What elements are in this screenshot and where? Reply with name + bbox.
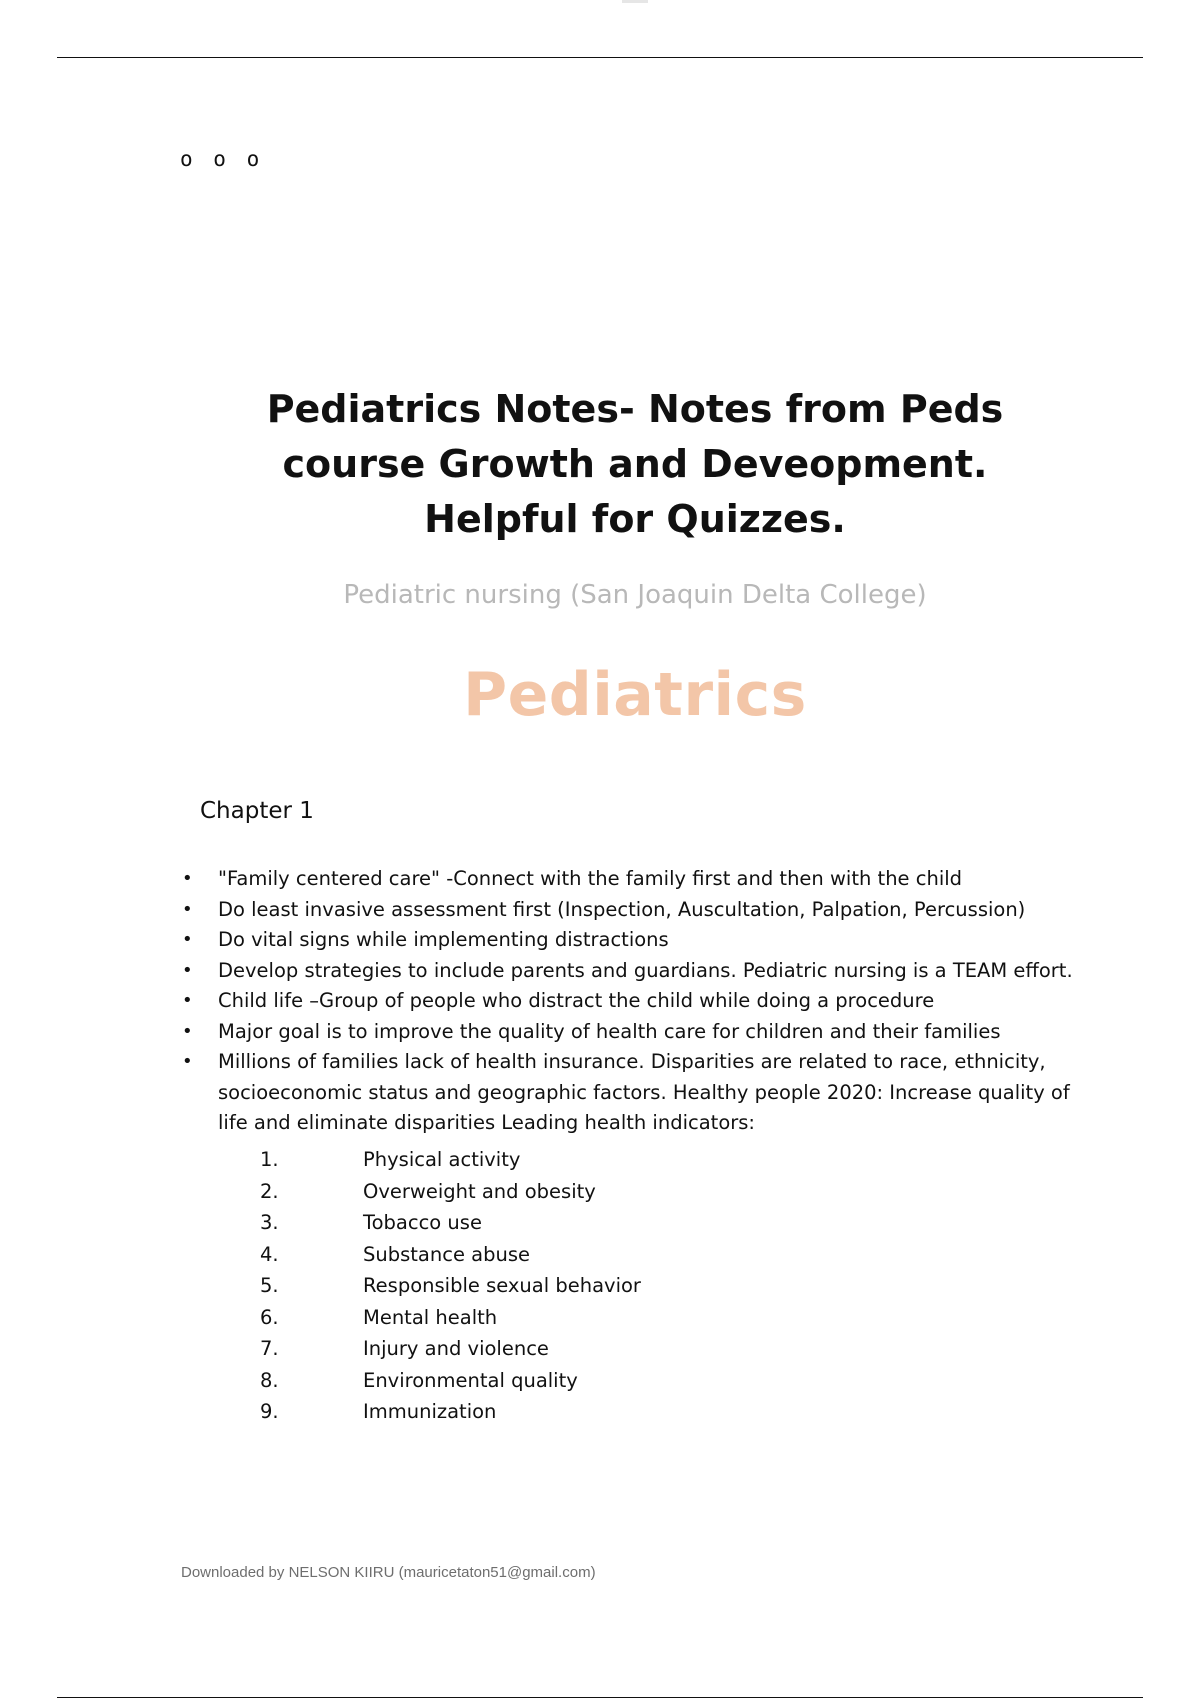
document-subtitle: Pediatric nursing (San Joaquin Delta College) — [343, 580, 927, 610]
health-indicators-list — [260, 1144, 641, 1428]
title-block — [200, 382, 1070, 547]
indicator-text: Physical activity — [363, 1148, 521, 1171]
indicator-text: Overweight and obesity — [363, 1179, 596, 1203]
bullet-icon: • — [182, 1051, 193, 1072]
list-item-text: "Family centered care" -Connect with the family first and then with the child — [218, 867, 963, 890]
indicator-number: 3. — [260, 1211, 279, 1234]
notes-bullet-list — [180, 864, 1090, 1139]
document-title: Pediatrics Notes- Notes from Peds course Growth and Deveopment. Helpful for Quizzes. — [266, 387, 1004, 541]
bullet-icon: • — [182, 959, 193, 981]
list-item-text: Do least invasive assessment first (Inspection, Auscultation, Palpation, Percussion) — [218, 897, 1026, 921]
indicator-text: Environmental quality — [363, 1368, 578, 1392]
indicator-number: 1. — [260, 1148, 279, 1171]
list-item-text: Major goal is to improve the quality of health care for children and their families — [218, 1019, 1001, 1043]
bullet-icon: • — [182, 1020, 193, 1042]
indicator-text: Mental health — [363, 1305, 498, 1329]
indicator-text: Substance abuse — [363, 1242, 530, 1266]
top-header-mark — [622, 0, 648, 3]
indicator-text: Tobacco use — [363, 1211, 482, 1234]
indicator-item — [260, 1239, 641, 1271]
indicator-item — [260, 1207, 641, 1239]
list-item — [180, 1017, 1090, 1048]
list-item — [180, 925, 1090, 956]
indicator-item — [260, 1333, 641, 1365]
header-markers: o o o — [180, 147, 260, 171]
bullet-icon: • — [182, 868, 193, 889]
indicator-number: 5. — [260, 1274, 279, 1297]
list-item-text: Do vital signs while implementing distractions — [218, 928, 669, 951]
bullet-icon: • — [182, 990, 193, 1011]
list-item — [180, 864, 1090, 895]
indicator-text: Injury and violence — [363, 1337, 549, 1360]
indicator-number: 6. — [260, 1305, 279, 1329]
indicator-number: 4. — [260, 1242, 279, 1266]
indicator-item — [260, 1302, 641, 1334]
list-item — [180, 895, 1090, 926]
list-item — [180, 1047, 1090, 1139]
indicator-item — [260, 1144, 641, 1176]
bullet-icon: • — [182, 929, 193, 950]
download-footer: Downloaded by NELSON KIIRU (mauricetaton51@gmail.com) — [181, 1564, 596, 1581]
indicator-number: 2. — [260, 1179, 279, 1203]
list-item-text: Millions of families lack of health insurance. Disparities are related to race, ethnicity, socioeconomic status and geographic factors. Healthy people 2020: Increase quality of life and eliminate disparities Leading health indicators: — [218, 1050, 1070, 1134]
list-item — [180, 986, 1090, 1017]
list-item — [180, 956, 1090, 987]
indicator-item — [260, 1396, 641, 1428]
indicator-number: 7. — [260, 1337, 279, 1360]
indicator-text: Immunization — [363, 1400, 497, 1423]
section-heading: Pediatrics — [463, 660, 807, 730]
bottom-rule — [57, 1697, 1143, 1698]
bullet-icon: • — [182, 898, 193, 920]
top-rule — [57, 57, 1143, 58]
indicator-text: Responsible sexual behavior — [363, 1274, 641, 1297]
chapter-heading: Chapter 1 — [200, 798, 314, 824]
list-item-text: Develop strategies to include parents and guardians. Pediatric nursing is a TEAM effort. — [218, 958, 1073, 982]
list-item-text: Child life –Group of people who distract the child while doing a procedure — [218, 989, 935, 1012]
indicator-item — [260, 1365, 641, 1397]
indicator-number: 8. — [260, 1368, 279, 1392]
indicator-number: 9. — [260, 1400, 279, 1423]
indicator-item — [260, 1176, 641, 1208]
indicator-item — [260, 1270, 641, 1302]
